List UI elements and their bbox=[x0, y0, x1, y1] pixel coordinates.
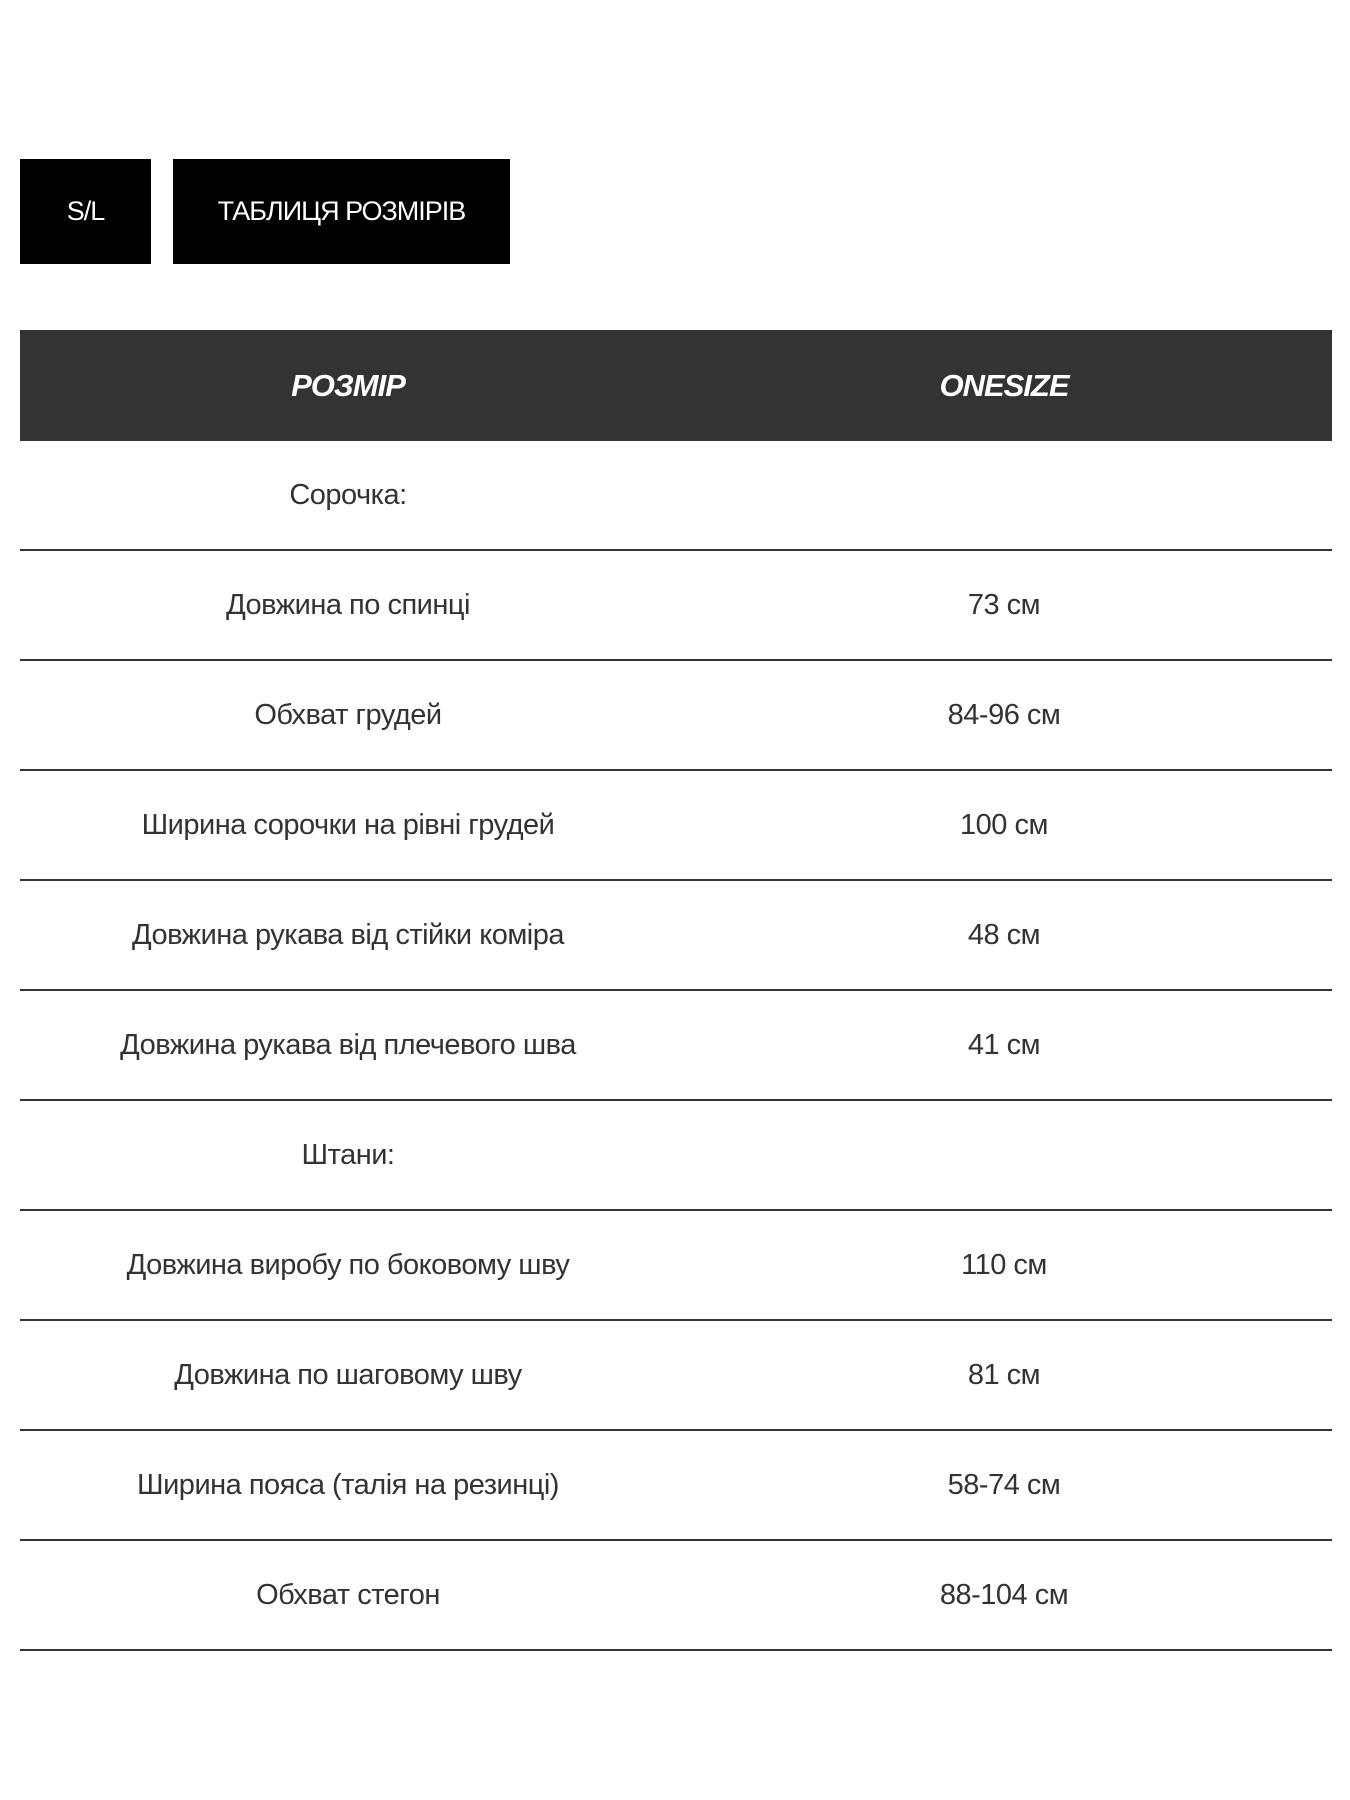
row-value: 84-96 см bbox=[947, 698, 1061, 731]
table-row bbox=[20, 1541, 1332, 1651]
row-label: Сорочка: bbox=[289, 478, 407, 511]
row-label: Обхват грудей bbox=[254, 698, 442, 731]
row-label: Ширина пояса (талія на резинці) bbox=[137, 1468, 559, 1501]
row-label: Довжина по спинці bbox=[226, 588, 470, 621]
table-row bbox=[20, 771, 1332, 881]
row-value: 58-74 см bbox=[947, 1468, 1061, 1501]
row-value: 41 см bbox=[967, 1028, 1041, 1061]
row-value: 73 см bbox=[967, 588, 1041, 621]
row-value: 110 см bbox=[961, 1248, 1047, 1281]
table-row bbox=[20, 1321, 1332, 1431]
table-row bbox=[20, 881, 1332, 991]
row-label: Ширина сорочки на рівні грудей bbox=[141, 808, 555, 841]
table-row bbox=[20, 441, 1332, 551]
table-row bbox=[20, 661, 1332, 771]
row-label: Обхват стегон bbox=[256, 1578, 440, 1611]
header-onesize: ONESIZE bbox=[939, 367, 1069, 403]
row-label: Штани: bbox=[301, 1138, 395, 1171]
table-row bbox=[20, 551, 1332, 661]
row-label: Довжина рукава від плечевого шва bbox=[120, 1028, 576, 1061]
table-row bbox=[20, 1431, 1332, 1541]
table-row bbox=[20, 1101, 1332, 1211]
size-chart-tab[interactable]: ТАБЛИЦЯ РОЗМІРІВ bbox=[173, 159, 510, 264]
row-value: 88-104 см bbox=[939, 1578, 1069, 1611]
tabs-bar bbox=[20, 159, 510, 264]
size-tab[interactable]: S/L bbox=[20, 159, 151, 264]
row-label: Довжина рукава від стійки коміра bbox=[132, 918, 564, 951]
row-value: 81 см bbox=[967, 1358, 1041, 1391]
row-value: 48 см bbox=[967, 918, 1041, 951]
row-label: Довжина по шаговому шву bbox=[174, 1358, 522, 1391]
header-size: РОЗМІР bbox=[291, 367, 405, 403]
row-label: Довжина виробу по боковому шву bbox=[126, 1248, 570, 1281]
table-header bbox=[20, 330, 1332, 441]
size-table bbox=[20, 330, 1332, 1651]
row-value: 100 см bbox=[960, 808, 1048, 841]
table-row bbox=[20, 1211, 1332, 1321]
table-row bbox=[20, 991, 1332, 1101]
